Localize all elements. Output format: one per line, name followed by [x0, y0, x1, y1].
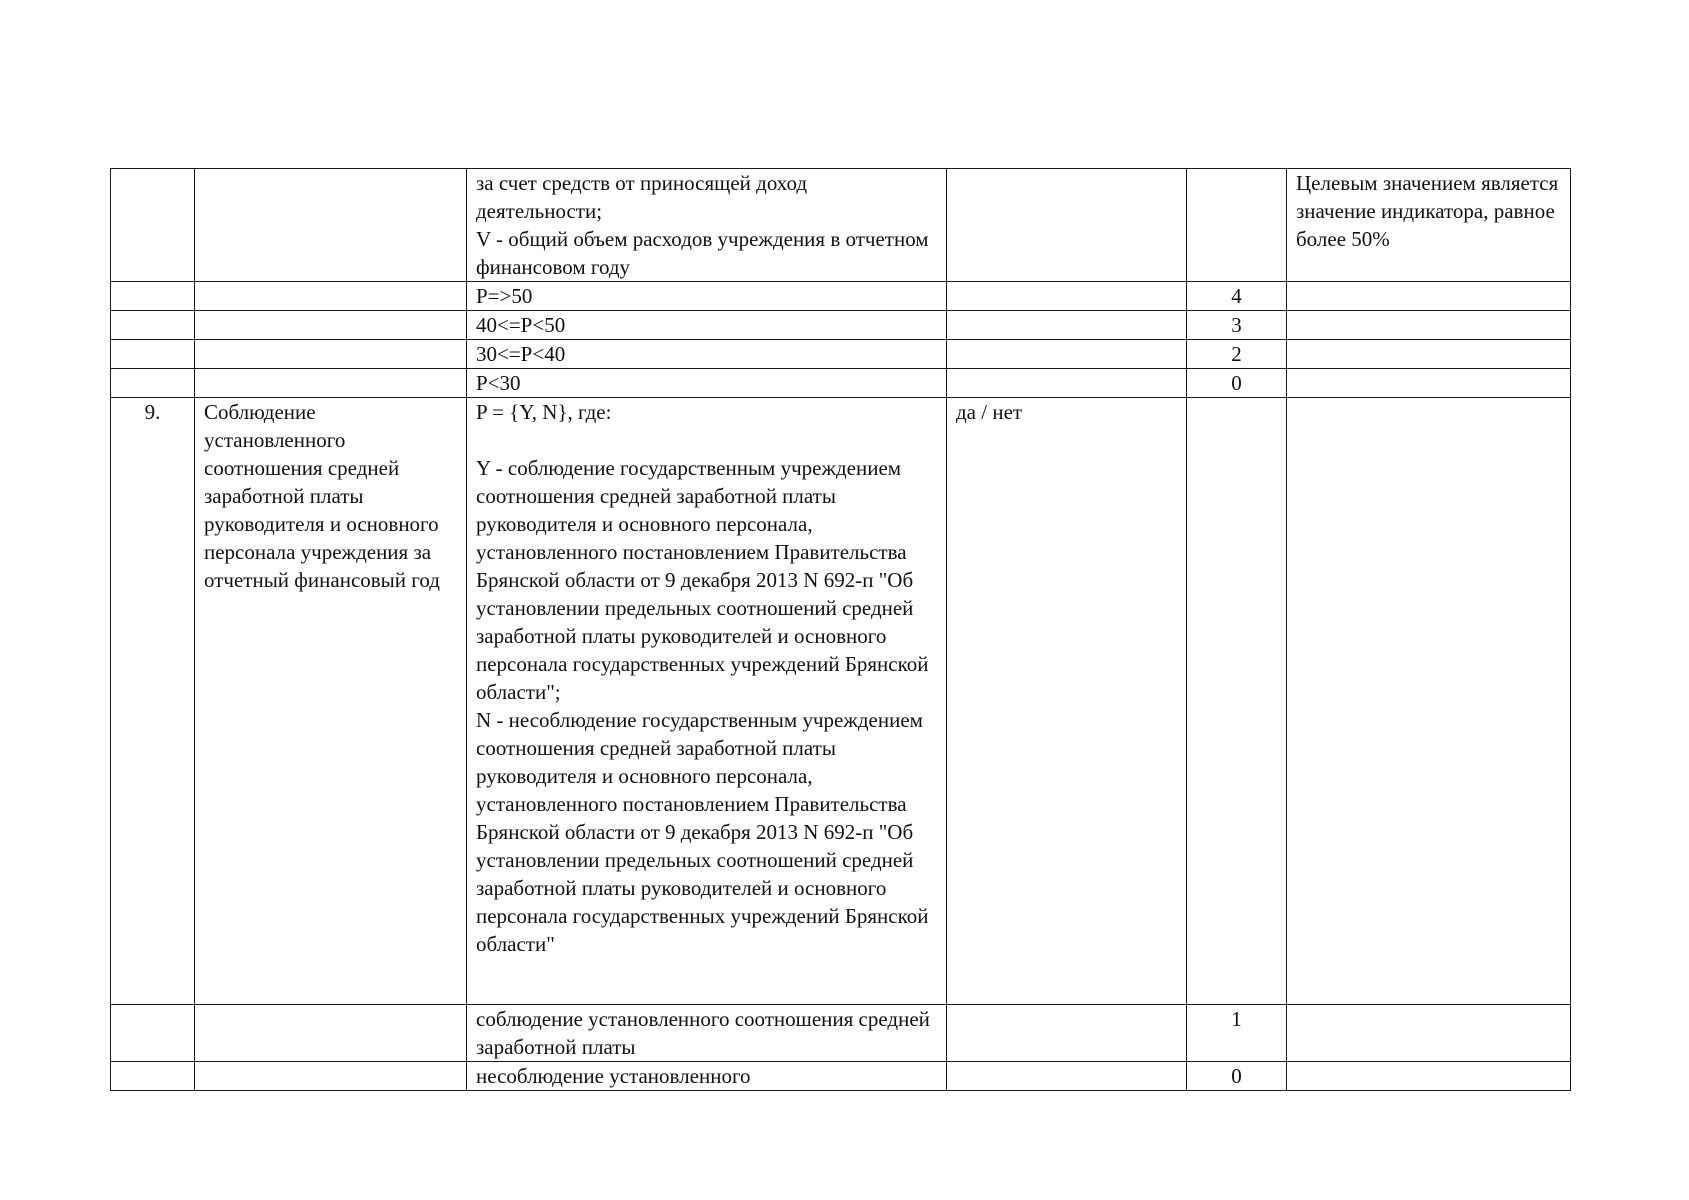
- cell-score: 0: [1187, 1062, 1287, 1091]
- cell-formula: P = {Y, N}, где: Y - соблюдение государственным учреждением соотношения средней заработной платы руководителя и основного персонала, установленного постановлением Правительства Брянской области от 9 декабря 2013 N 692-п "Об установлении предельных соотношений средней заработной платы руководителей и основного персонала государственных учреждений Брянской области"; N - несоблюдение государственным учреждением соотношения средней заработной платы руководителя и основного персонала, установленного постановлением Правительства Брянской области от 9 декабря 2013 N 692-п "Об установлении предельных соотношений средней заработной платы руководителей и основного персонала государственных учреждений Брянской области": [467, 398, 947, 1005]
- cell-number: [111, 282, 195, 311]
- cell-note: [1287, 369, 1571, 398]
- cell-unit: [947, 1062, 1187, 1091]
- cell-score: 2: [1187, 340, 1287, 369]
- cell-unit: [947, 340, 1187, 369]
- cell-note: [1287, 1062, 1571, 1091]
- table-row: [111, 369, 1571, 398]
- cell-number: [111, 311, 195, 340]
- cell-unit: [947, 369, 1187, 398]
- table-row: [111, 282, 1571, 311]
- cell-indicator-name: [195, 369, 467, 398]
- cell-unit: да / нет: [947, 398, 1187, 1005]
- cell-note: [1287, 1005, 1571, 1062]
- cell-score: 3: [1187, 311, 1287, 340]
- cell-indicator-name: Соблюдение установленного соотношения средней заработной платы руководителя и основного персонала учреждения за отчетный финансовый год: [195, 398, 467, 1005]
- cell-score: [1187, 169, 1287, 282]
- cell-formula: 30<=P<40: [467, 340, 947, 369]
- cell-note: [1287, 282, 1571, 311]
- cell-formula: несоблюдение установленного: [467, 1062, 947, 1091]
- indicators-table: [110, 168, 1571, 1091]
- cell-unit: [947, 169, 1187, 282]
- cell-note: [1287, 340, 1571, 369]
- cell-number: 9.: [111, 398, 195, 1005]
- table-row: [111, 169, 1571, 282]
- cell-formula: за счет средств от приносящей доход деятельности; V - общий объем расходов учреждения в отчетном финансовом году: [467, 169, 947, 282]
- cell-note: [1287, 311, 1571, 340]
- cell-indicator-name: [195, 169, 467, 282]
- cell-unit: [947, 1005, 1187, 1062]
- cell-formula: P<30: [467, 369, 947, 398]
- cell-score: [1187, 398, 1287, 1005]
- table-row: [111, 1005, 1571, 1062]
- cell-score: 4: [1187, 282, 1287, 311]
- cell-number: [111, 340, 195, 369]
- cell-score: 1: [1187, 1005, 1287, 1062]
- cell-formula: 40<=P<50: [467, 311, 947, 340]
- cell-unit: [947, 311, 1187, 340]
- table-row: [111, 311, 1571, 340]
- cell-indicator-name: [195, 311, 467, 340]
- cell-note: [1287, 398, 1571, 1005]
- cell-number: [111, 369, 195, 398]
- cell-indicator-name: [195, 1062, 467, 1091]
- cell-indicator-name: [195, 1005, 467, 1062]
- table-row: [111, 398, 1571, 1005]
- cell-formula: соблюдение установленного соотношения средней заработной платы: [467, 1005, 947, 1062]
- cell-unit: [947, 282, 1187, 311]
- cell-number: [111, 169, 195, 282]
- table-row: [111, 1062, 1571, 1091]
- cell-number: [111, 1062, 195, 1091]
- cell-score: 0: [1187, 369, 1287, 398]
- cell-number: [111, 1005, 195, 1062]
- table-row: [111, 340, 1571, 369]
- cell-indicator-name: [195, 340, 467, 369]
- cell-note: Целевым значением является значение индикатора, равное более 50%: [1287, 169, 1571, 282]
- cell-formula: P=>50: [467, 282, 947, 311]
- cell-indicator-name: [195, 282, 467, 311]
